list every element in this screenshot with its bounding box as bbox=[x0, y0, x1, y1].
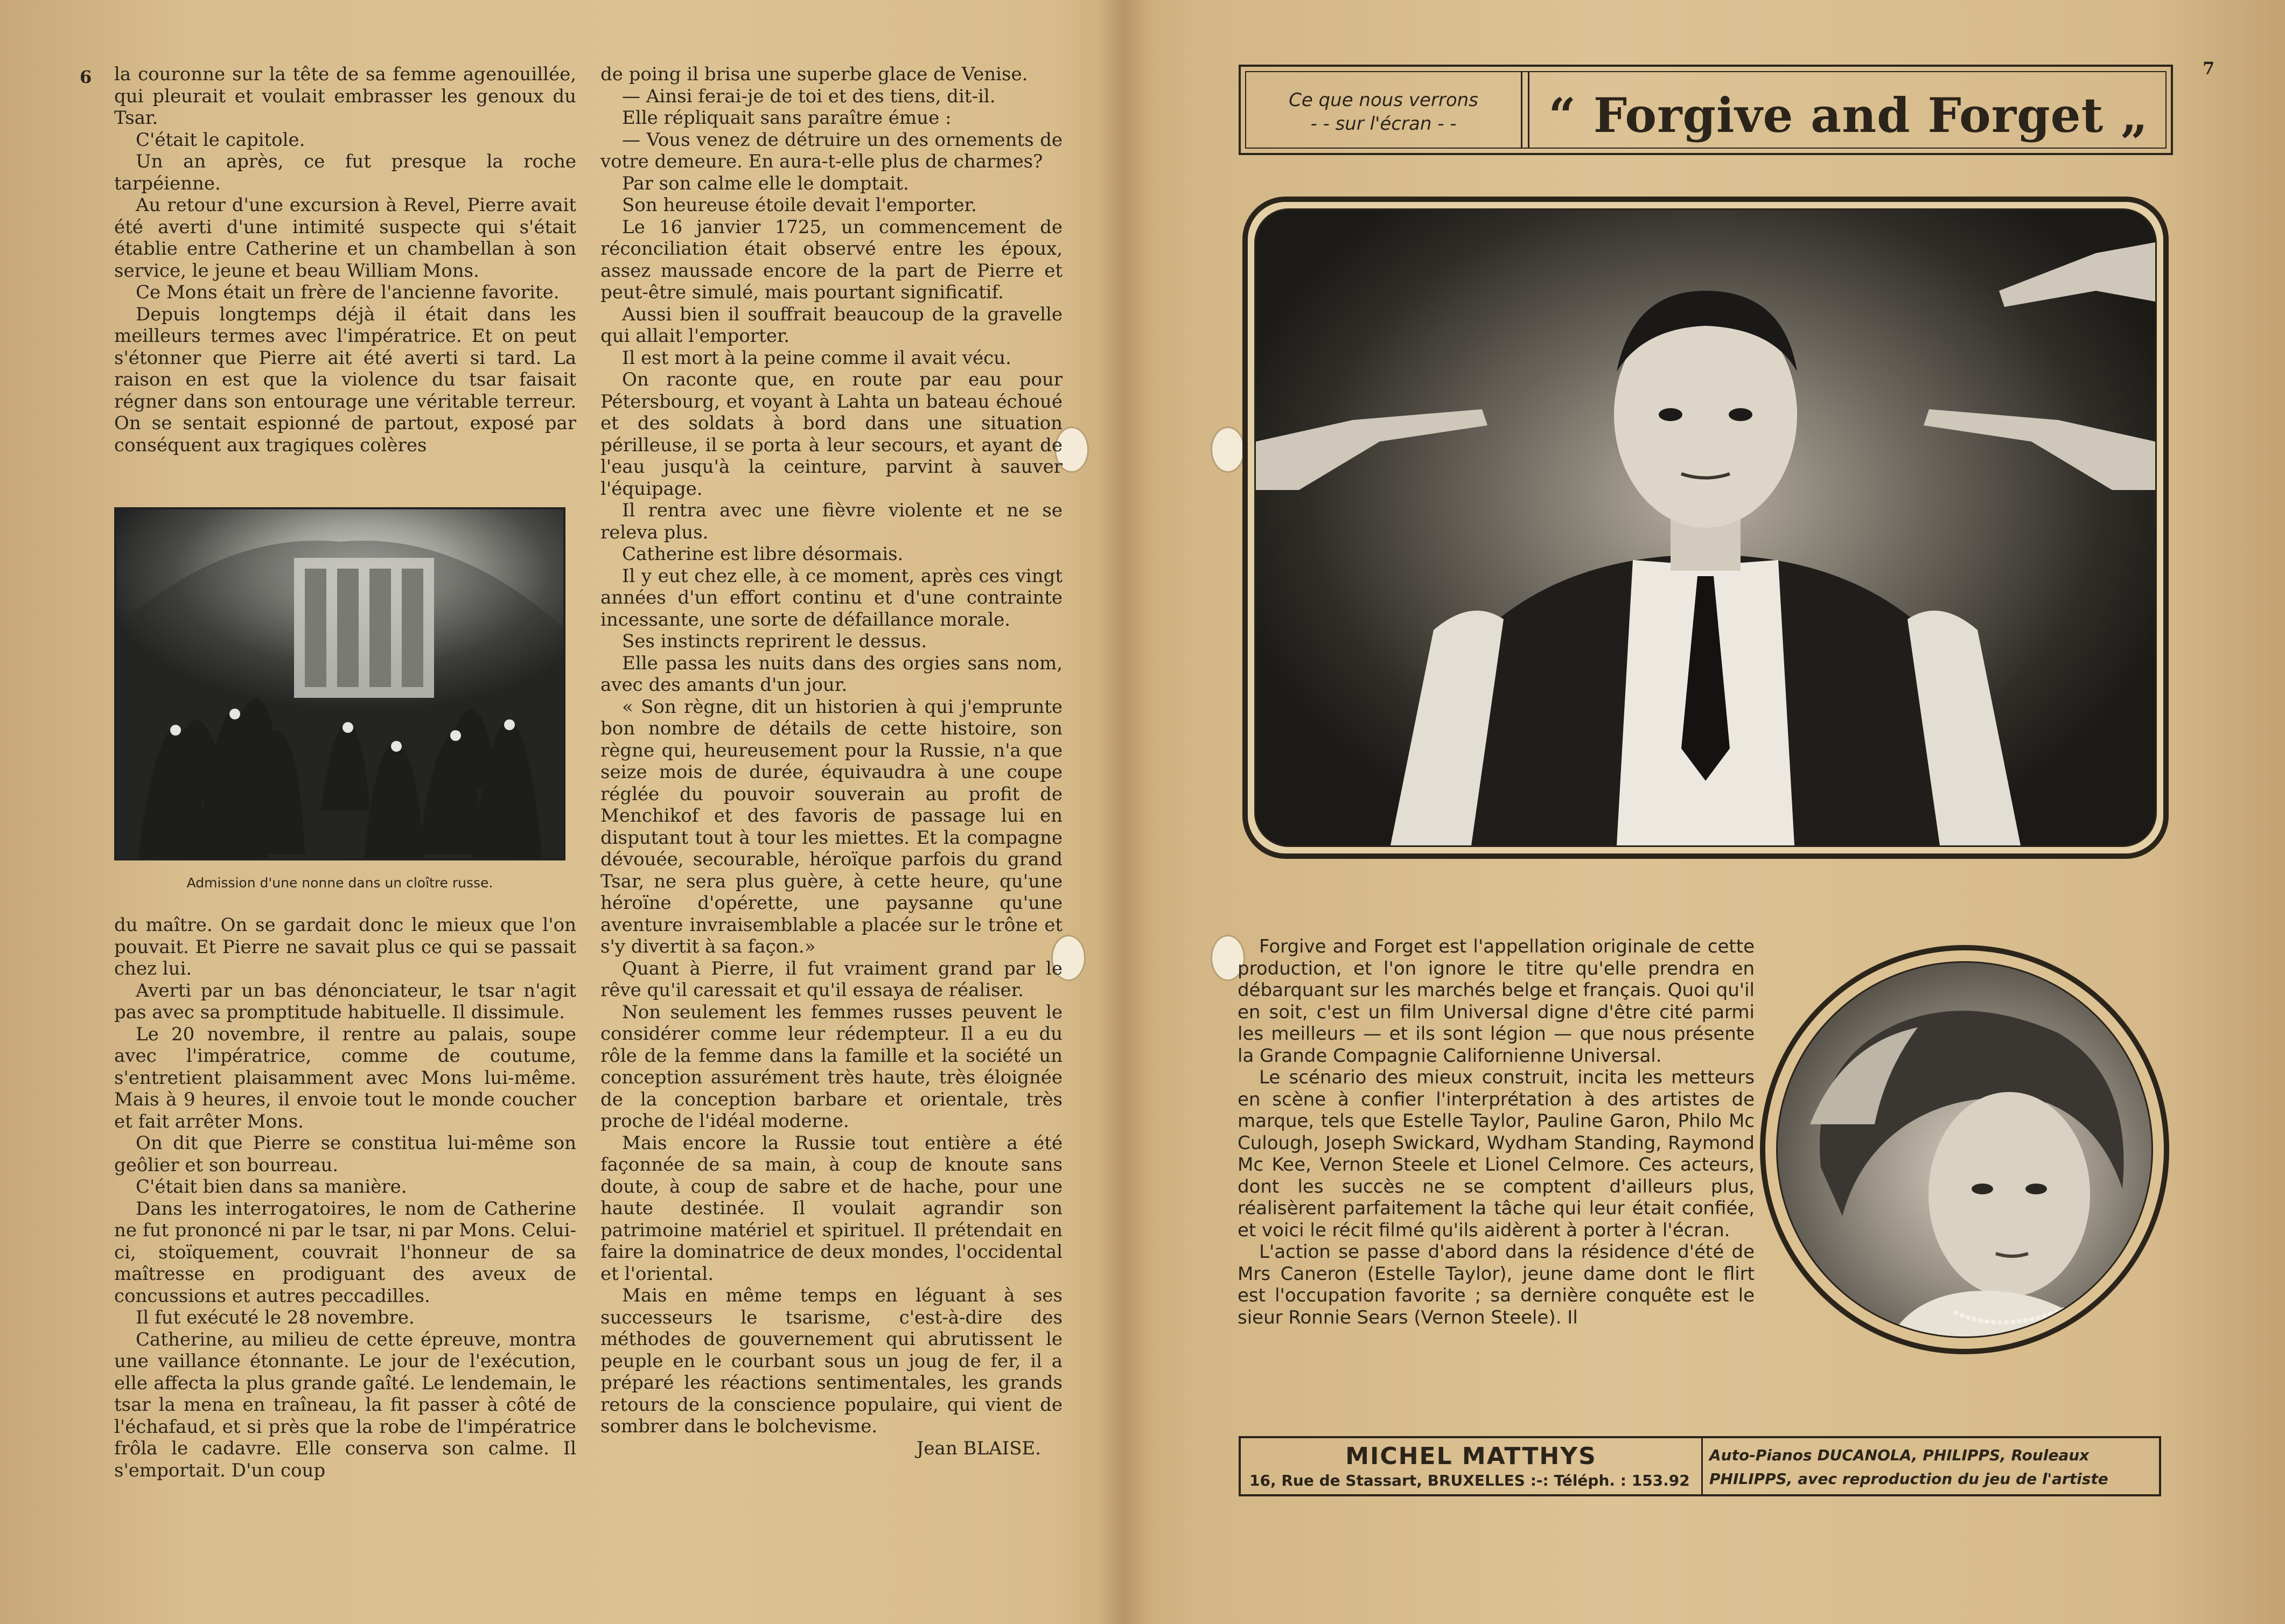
advertiser-address: 16, Rue de Stassart, BRUXELLES :-: Téléph. : 153.92 bbox=[1249, 1472, 1690, 1489]
page-gutter bbox=[1099, 0, 1147, 1624]
paragraph: Au retour d'une excursion à Revel, Pierre avait été averti d'une intimité suspecte qui s'était établie entre Catherine et un chambellan à son service, le jeune et beau William Mons. bbox=[114, 194, 576, 282]
paragraph: — Ainsi ferai-je de toi et des tiens, dit-il. bbox=[622, 85, 996, 107]
paragraph: Depuis longtemps déjà il était dans les meilleurs termes avec l'impératrice. Et on peut s'étonner que Pierre ait été averti si tard. La raison en est que la violence du tsar faisait régner dans son entourage une véritable terreur. On se sentait espionné de partout, exposé par conséquent aux tragiques colères bbox=[114, 303, 576, 456]
header-kicker-line: Ce que nous verrons bbox=[1289, 89, 1478, 111]
paragraph: Elle passa les nuits dans des orgies sans nom, avec des amants d'un jour. bbox=[600, 652, 1063, 696]
paragraph: Il fut exécuté le 28 novembre. bbox=[136, 1307, 415, 1328]
paragraph: Aussi bien il souffrait beaucoup de la gravelle qui allait l'emporter. bbox=[600, 303, 1063, 347]
paragraph: Par son calme elle le domptait. bbox=[622, 172, 909, 194]
paragraph: Quant à Pierre, il fut vraiment grand par le rêve qu'il caressait et qu'il essaya de réaliser. bbox=[600, 957, 1063, 1001]
article-header bbox=[1239, 65, 2173, 155]
paragraph: Mais en même temps en léguant à ses successeurs le tsarisme, c'est-à-dire des méthodes de gouvernement qui abrutissent le peuple en le courbant sous un joug de fer, il a préparé les réactions sentimentales, les grands retours de la conscience populaire, qui vient de sombrer dans le bolchevisme. bbox=[600, 1285, 1063, 1437]
paragraph: Elle répliquait sans paraître émue : bbox=[622, 107, 952, 129]
paragraph: On dit que Pierre se constitua lui-même son geôlier et son bourreau. bbox=[114, 1132, 576, 1176]
paragraph: Ses instincts reprirent le dessus. bbox=[622, 631, 927, 652]
advertised-products-line: Auto-Pianos DUCANOLA, PHILIPPS, Rouleaux bbox=[1709, 1446, 2090, 1464]
paragraph: Un an après, ce fut presque la roche tarpéienne. bbox=[114, 151, 576, 194]
paragraph: Catherine est libre désormais. bbox=[622, 543, 904, 565]
photo-caption: Admission d'une nonne dans un cloître russe. bbox=[186, 875, 493, 891]
film-title: “ Forgive and Forget „ bbox=[1548, 87, 2149, 143]
portrait-frame bbox=[1776, 961, 2153, 1338]
film-still-frame bbox=[1254, 208, 2157, 847]
page-number-right: 7 bbox=[2203, 58, 2215, 79]
paragraph: Il est mort à la peine comme il avait vécu. bbox=[622, 347, 1011, 369]
header-inner-frame bbox=[1245, 71, 2167, 149]
nuns-cloister-photo bbox=[114, 507, 565, 860]
film-still-photo bbox=[1242, 197, 2169, 859]
paragraph: Il y eut chez elle, à ce moment, après ces vingt années d'un effort continu et d'une contrainte incessante, une sorte de défaillance morale. bbox=[600, 565, 1063, 631]
paragraph: Catherine, au milieu de cette épreuve, montra une vaillance étonnante. Le jour de l'exécution, elle affecta la plus grande gaîté. Le lendemain, le tsar la mena en traîneau, la fit passer à côté de l'échafaud, et si près que la robe de l'impératrice frôla le cadavre. Elle conserva son calme. Il s'emportait. D'un coup bbox=[114, 1328, 576, 1481]
page-number-left: 6 bbox=[80, 67, 92, 87]
paragraph: la couronne sur la tête de sa femme agenouillée, qui pleurait et voulait embrasser les genoux du Tsar. bbox=[114, 64, 576, 129]
paragraph: L'action se passe d'abord dans la résidence d'été de Mrs Caneron (Estelle Taylor), jeune dame dont le flirt est l'occupation favorite ; sa dernière conquête est le sieur Ronnie Sears (Vernon Steele). Il bbox=[1238, 1241, 1755, 1328]
advertised-products-line: PHILIPPS, avec reproduction du jeu de l'artiste bbox=[1709, 1470, 2108, 1488]
woman-portrait-illustration bbox=[1778, 963, 2153, 1338]
header-kicker bbox=[1246, 88, 1521, 136]
paragraph: C'était le capitole. bbox=[136, 129, 305, 151]
paragraph: On raconte que, en route par eau pour Pétersbourg, et voyant à Lahta un bateau échoué et des soldats à bord dans une situation périlleuse, il se porta à leur secours, et ayant de l'eau jusqu'à la ceinture, parvint à sauver l'équipage. bbox=[600, 369, 1063, 500]
paragraph: Il rentra avec une fièvre violente et ne se releva plus. bbox=[600, 500, 1063, 543]
paragraph: Non seulement les femmes russes peuvent le considérer comme leur rédempteur. Il a eu du rôle de la femme dans la famille et la société un conception assurément très haute, très éloignée de la conception barbare et orientale, très proche de l'idéal moderne. bbox=[600, 1001, 1063, 1132]
right-article-body bbox=[1238, 936, 1755, 1328]
paragraph: Ce Mons était un frère de l'ancienne favorite. bbox=[136, 282, 560, 303]
advertised-products bbox=[1709, 1444, 2156, 1491]
paragraph: du maître. On se gardait donc le mieux que l'on pouvait. Et Pierre ne savait plus ce qui se passait chez lui. bbox=[114, 914, 576, 979]
paragraph: Forgive and Forget est l'appellation originale de cette production, et l'on ignore le titre qu'elle prendra en débarquant sur les marchés belge et français. Quoi qu'il en soit, c'est un film Universal digne d'être cité parmi les meilleurs — et ils sont légion — que nous présente la Grande Compagnie Californienne Universal. bbox=[1238, 936, 1755, 1067]
paragraph: Dans les interrogatoires, le nom de Catherine ne fut prononcé ni par le tsar, ni par Mons. Celui-ci, stoïquement, couvrait l'honneur de sa maîtresse en prodiguant des aveux de concussions et autres peccadilles. bbox=[114, 1198, 576, 1307]
header-divider bbox=[1521, 72, 1529, 148]
paragraph: Averti par un bas dénonciateur, le tsar n'agit pas avec sa promptitude habituelle. Il dissimule. bbox=[114, 979, 576, 1023]
paragraph: Le 16 janvier 1725, un commencement de réconciliation était observé entre les époux, assez maussade encore de la part de Pierre et peut-être simulé, mais pourtant significatif. bbox=[600, 216, 1063, 303]
advertiser-name: MICHEL MATTHYS bbox=[1345, 1443, 1597, 1470]
advertisement-box bbox=[1239, 1436, 2161, 1496]
left-column-1-bottom bbox=[114, 914, 576, 1481]
paragraph: Le scénario des mieux construit, incita les metteurs en scène à confier l'interprétation à des artistes de marque, tels que Estelle Taylor, Pauline Garon, Philo Mc Culough, Joseph Swickard, Wydham Standing, Raymond Mc Kee, Vernon Steele et Lionel Celmore. Ces acteurs, dont les succès ne se comptent d'ailleurs plus, réalisèrent parfaitement la tâche qui leur était confiée, et voici le récit filmé qu'ils aidèrent à porter à l'écran. bbox=[1238, 1067, 1755, 1241]
paragraph: Mais encore la Russie tout entière a été façonnée de sa main, à coup de knoute sans doute, à coup de sabre et de hache, pour une haute destinée. Il voulait agrandir son patrimoine matériel et spirituel. Il prétendait en faire la dominatrice de deux mondes, l'occidental et l'oriental. bbox=[600, 1132, 1063, 1285]
binder-hole bbox=[1211, 426, 1245, 473]
header-kicker-line: - - sur l'écran - - bbox=[1310, 113, 1457, 135]
paragraph: C'était bien dans sa manière. bbox=[136, 1176, 407, 1198]
paragraph: — Vous venez de détruire un des ornements de votre demeure. En aura-t-elle plus de charmes? bbox=[600, 129, 1063, 172]
actress-portrait bbox=[1760, 945, 2169, 1354]
left-column-2 bbox=[600, 64, 1063, 1459]
paragraph: Le 20 novembre, il rentre au palais, soupe avec l'impératrice, comme de coutume, s'entretient plaisamment avec Mons lui-même. Mais à 9 heures, il envoie tout le monde coucher et fait arrêter Mons. bbox=[114, 1023, 576, 1132]
author-signature: Jean BLAISE. bbox=[916, 1437, 1041, 1459]
left-column-1-top bbox=[114, 64, 576, 456]
paragraph: Son heureuse étoile devait l'emporter. bbox=[622, 194, 977, 216]
man-pointed-at-illustration bbox=[1256, 210, 2155, 845]
advertiser-block bbox=[1241, 1438, 1703, 1494]
paragraph: « Son règne, dit un historien à qui j'emprunte bon nombre de détails de cette histoire, son règne qui, heureusement pour la Russie, n'a que seize mois de durée, équivaudra à une coupe réglée du pouvoir souverain au profit de Menchikof et des favoris de passage lui en disputant tout à tour les miettes. Et la compagne dévouée, secourable, héroïque parfois du grand Tsar, ne sera plus guère, à cette heure, qu'une héroïne d'opérette, une paysanne qu'une aventure invraisemblable a placée sur le trône et s'y divertit à sa façon.» bbox=[600, 696, 1063, 957]
paragraph: de poing il brisa une superbe glace de Venise. bbox=[600, 64, 1028, 85]
nuns-illustration bbox=[116, 509, 563, 858]
